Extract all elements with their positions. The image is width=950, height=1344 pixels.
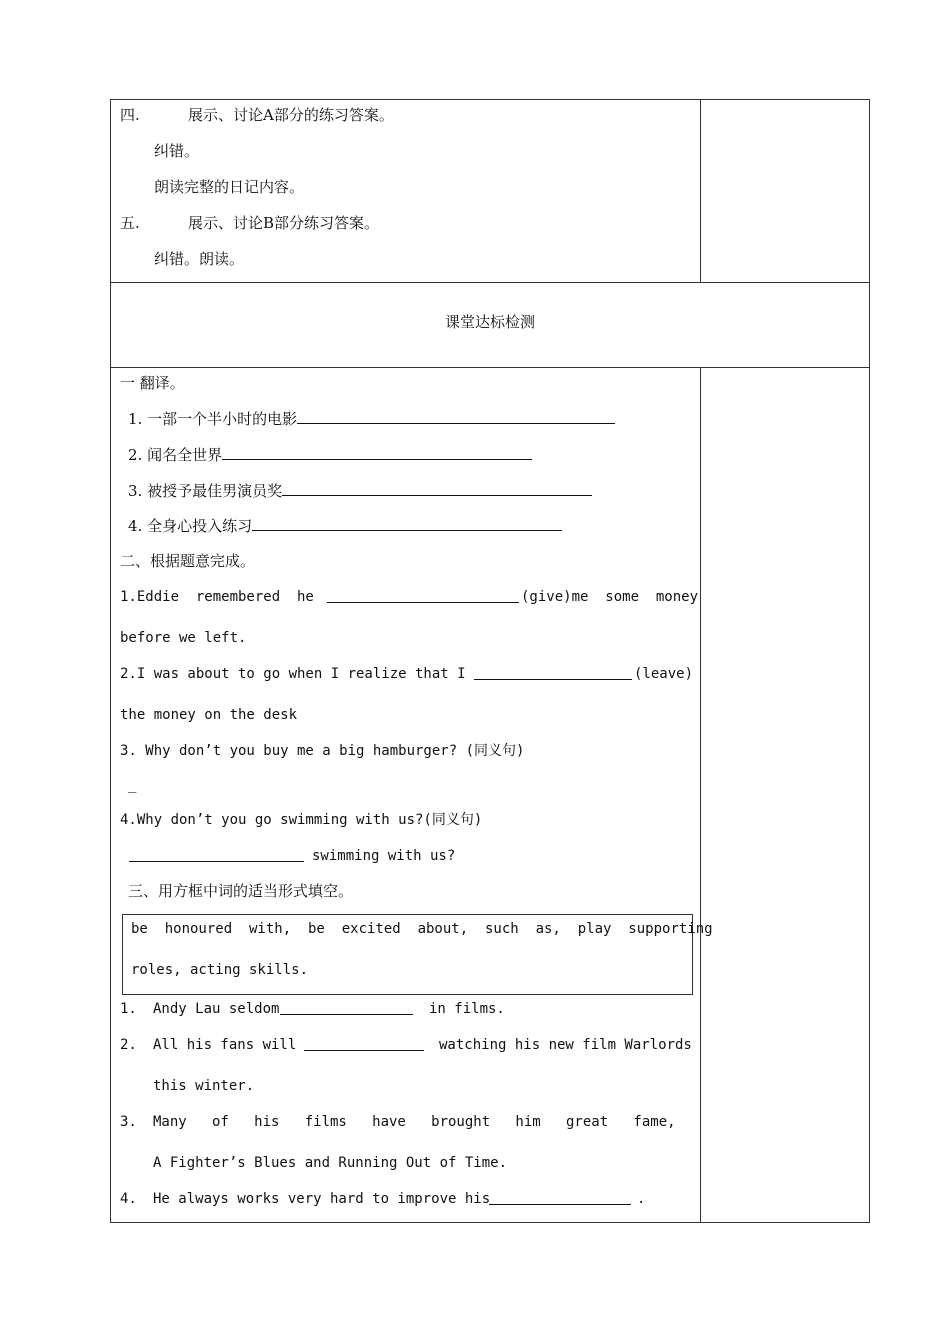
step-five-num: 五. — [120, 214, 140, 232]
exercises-row — [111, 368, 870, 1223]
complete-q3-dash: _ — [128, 777, 137, 793]
fill-item-4-end: . — [637, 1191, 646, 1207]
step-five-correct: 纠错。朗读。 — [154, 250, 245, 268]
fill-item-1-text: Andy Lau seldom — [153, 1001, 280, 1017]
step-four-correct: 纠错。 — [154, 142, 200, 160]
translation-item-4: 4. 全身心投入练习 — [128, 516, 562, 535]
fill-item-2-end: watching his new film Warlords — [439, 1037, 692, 1053]
step-four-read: 朗读完整的日记内容。 — [154, 178, 305, 196]
fill-item-2-num: 2. — [120, 1037, 137, 1053]
answer-blank[interactable] — [280, 1000, 413, 1015]
steps-row — [111, 100, 870, 283]
fill-item-3-text: Many of his films have brought him great fame, — [153, 1114, 676, 1130]
fill-item-3-cont: A Fighter’s Blues and Running Out of Time. — [153, 1155, 508, 1171]
translation-item-2: 2. 闻名全世界 — [128, 445, 532, 464]
complete-q4: 4.Why don’t you go swimming with us?(同义句) — [120, 812, 483, 828]
notes-cell-2 — [701, 368, 870, 1223]
complete-q2-end: (leave) — [634, 666, 694, 682]
translation-item-1: 1. 一部一个半小时的电影 — [128, 409, 615, 428]
complete-q1-end: (give)me some money — [521, 589, 699, 605]
answer-blank[interactable] — [282, 481, 592, 496]
fill-item-2-text: All his fans will — [153, 1037, 297, 1053]
translation-heading: 一 翻译。 — [120, 374, 185, 392]
lesson-table — [110, 99, 870, 1223]
fill-item-2-cont: this winter. — [153, 1078, 255, 1094]
fill-item-3-num: 3. — [120, 1114, 137, 1130]
title-row — [111, 283, 870, 368]
section-title: 课堂达标检测 — [444, 313, 535, 331]
translation-item-3: 3. 被授予最佳男演员奖 — [128, 481, 592, 500]
notes-cell-1 — [701, 100, 870, 283]
complete-heading: 二、根据题意完成。 — [120, 552, 256, 570]
answer-blank[interactable] — [252, 516, 562, 531]
complete-q1-start: 1.Eddie remembered he — [120, 589, 314, 605]
complete-q2-cont: the money on the desk — [120, 707, 298, 723]
complete-q2-start: 2.I was about to go when I realize that I — [120, 666, 466, 682]
answer-blank[interactable] — [129, 847, 304, 862]
fill-item-4-text: He always works very hard to improve his — [153, 1191, 491, 1207]
complete-q4-tail: swimming with us? — [312, 848, 456, 864]
step-four-num: 四. — [120, 106, 140, 124]
answer-blank[interactable] — [297, 409, 615, 424]
answer-blank[interactable] — [304, 1036, 424, 1051]
fill-item-4-num: 4. — [120, 1191, 137, 1207]
step-four-text: 展示、讨论A部分的练习答案。 — [188, 106, 394, 124]
word-box — [122, 914, 713, 995]
fill-item-1-end: in films. — [429, 1001, 505, 1017]
step-five-text: 展示、讨论B部分练习答案。 — [188, 214, 380, 232]
word-box-line-1: be honoured with, be excited about, such as, play supporting — [131, 921, 713, 937]
complete-q3: 3. Why don’t you buy me a big hamburger? (同义句) — [120, 743, 525, 759]
answer-blank[interactable] — [474, 665, 632, 680]
answer-blank[interactable] — [222, 445, 532, 460]
fill-heading: 三、用方框中词的适当形式填空。 — [128, 882, 354, 900]
answer-blank[interactable] — [327, 588, 519, 603]
exercises-cell — [111, 368, 713, 1223]
steps-cell — [111, 100, 701, 283]
title-cell — [111, 283, 870, 368]
complete-q1-cont: before we left. — [120, 630, 247, 646]
word-box-line-2: roles, acting skills. — [131, 962, 309, 978]
fill-item-1-num: 1. — [120, 1001, 137, 1017]
answer-blank[interactable] — [489, 1190, 631, 1205]
